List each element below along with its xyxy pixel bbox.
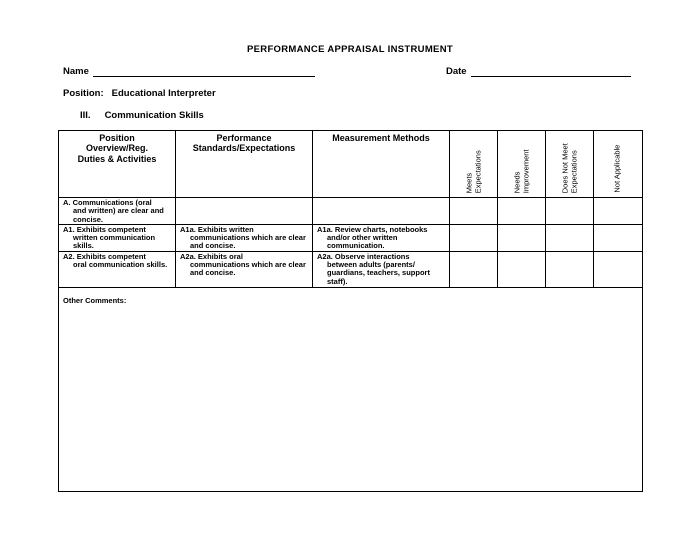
header-position-overview <box>59 131 176 198</box>
header-col3: Measurement Methods <box>332 133 430 143</box>
header-col1-line2: Overview/Reg. <box>85 143 149 154</box>
method-rest: and/or other written communication. <box>327 233 398 251</box>
header-not-applicable <box>594 131 643 198</box>
method-rest: between adults (parents/ guardians, teachers, support staff). <box>327 260 430 286</box>
comments-area[interactable] <box>59 287 643 491</box>
date-blank-line[interactable] <box>471 67 631 77</box>
method-cell <box>313 224 450 251</box>
duty-rest: oral communication skills. <box>73 260 168 269</box>
table-row <box>59 224 643 251</box>
section-title: Communication Skills <box>104 110 204 121</box>
rating-cell-meets[interactable] <box>450 251 498 287</box>
name-field[interactable] <box>63 66 315 77</box>
header-performance-standards <box>176 131 313 198</box>
duty-rest: written communication skills. <box>73 233 156 251</box>
comments-row <box>59 287 643 491</box>
method-cell[interactable] <box>313 198 450 225</box>
table-row <box>59 198 643 225</box>
duty-first: A1. Exhibits competent <box>63 224 146 234</box>
rating-cell-not-applicable[interactable] <box>594 198 643 225</box>
duty-first: A. Communications (oral <box>63 198 152 207</box>
method-cell <box>313 251 450 287</box>
rating-cell-not-applicable[interactable] <box>594 251 643 287</box>
rating-cell-not-applicable[interactable] <box>594 224 643 251</box>
section-heading <box>80 110 204 121</box>
date-field[interactable] <box>446 66 631 77</box>
standard-cell <box>176 224 313 251</box>
comments-label: Other Comments: <box>63 295 127 305</box>
section-number: III. <box>80 110 91 121</box>
rating-cell-needs-improvement[interactable] <box>498 224 546 251</box>
header-rating3-line1: Does Not Meet <box>559 142 569 193</box>
header-col1-line1: Position <box>99 133 135 143</box>
appraisal-table <box>58 130 643 492</box>
name-label: Name <box>63 66 89 77</box>
table-row <box>59 251 643 287</box>
duty-rest: and written) are clear and concise. <box>73 206 164 224</box>
form-title: PERFORMANCE APPRAISAL INSTRUMENT <box>247 44 453 55</box>
header-col2-line2: Standards/Expectations <box>192 143 296 154</box>
method-first: A1a. Review charts, notebooks <box>317 224 428 234</box>
header-rating1-line1: Meets <box>463 172 473 193</box>
standard-cell[interactable] <box>176 198 313 225</box>
header-col1-line3: Duties & Activities <box>77 153 157 164</box>
standard-first: A1a. Exhibits written <box>180 224 254 234</box>
rating-cell-does-not-meet[interactable] <box>546 224 594 251</box>
header-rating2-line2: Improvement <box>520 149 530 193</box>
rating-cell-needs-improvement[interactable] <box>498 251 546 287</box>
header-does-not-meet <box>546 131 594 198</box>
header-rating4: Not Applicable <box>612 145 622 193</box>
standard-rest: communications which are clear and concise. <box>190 260 306 278</box>
rating-cell-does-not-meet[interactable] <box>546 198 594 225</box>
rating-cell-meets[interactable] <box>450 198 498 225</box>
method-first: A2a. Observe interactions <box>317 251 410 261</box>
duty-cell <box>59 251 176 287</box>
duty-first: A2. Exhibits competent <box>63 251 146 261</box>
standard-first: A2a. Exhibits oral <box>180 251 243 261</box>
position-line <box>63 88 216 99</box>
header-col2-line1: Performance <box>216 133 272 143</box>
rating-cell-meets[interactable] <box>450 224 498 251</box>
duty-cell <box>59 198 176 225</box>
date-label: Date <box>446 66 467 77</box>
header-rating3-line2: Expectations <box>568 150 578 193</box>
header-measurement-methods <box>313 131 450 198</box>
standard-cell <box>176 251 313 287</box>
name-blank-line[interactable] <box>93 67 315 77</box>
duty-cell <box>59 224 176 251</box>
rating-cell-needs-improvement[interactable] <box>498 198 546 225</box>
rating-cell-does-not-meet[interactable] <box>546 251 594 287</box>
header-rating1-line2: Expectations <box>472 150 482 193</box>
header-rating2-line1: Needs <box>511 171 521 193</box>
header-meets-expectations <box>450 131 498 198</box>
header-needs-improvement <box>498 131 546 198</box>
header-row <box>59 131 643 198</box>
position-value: Educational Interpreter <box>111 88 216 99</box>
position-label: Position: <box>63 88 104 99</box>
standard-rest: communications which are clear and concise. <box>190 233 306 251</box>
